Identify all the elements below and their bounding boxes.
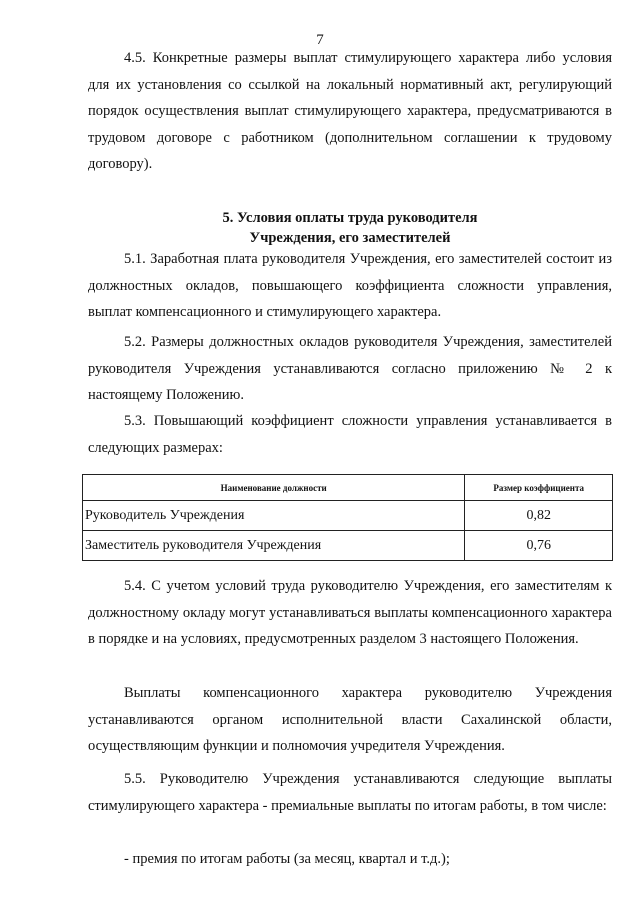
table-row <box>83 531 613 561</box>
section-5-heading <box>88 208 612 248</box>
table-header-position: Наименование должности <box>83 475 465 501</box>
coefficient-table <box>82 474 613 561</box>
page-number: 7 <box>316 32 324 48</box>
table-cell-coefficient: 0,82 <box>465 501 613 531</box>
section-5-heading-line-2: Учреждения, его заместителей <box>249 230 451 246</box>
paragraph-5-2: 5.2. Размеры должностных окладов руководителя Учреждения, заместителей руководителя Учреждения устанавливаются согласно приложению № 2 к настоящему Положению. <box>88 334 612 403</box>
paragraph-5-4: 5.4. С учетом условий труда руководителю Учреждения, его заместителям к должностному окладу могут устанавливаться выплаты компенсационного характера в порядке и на условиях, предусмотренных разделом 3 настоящего Положения. <box>88 578 612 647</box>
table-cell-coefficient: 0,76 <box>465 531 613 561</box>
paragraph-4-5: 4.5. Конкретные размеры выплат стимулирующего характера либо условия для их установления со ссылкой на локальный нормативный акт, регулирующий порядок осуществления выплат стимулирующего характера, предусматриваются в трудовом договоре с работником (дополнительном соглашении к трудовому договору). <box>88 50 612 172</box>
paragraph-5-3: 5.3. Повышающий коэффициент сложности управления устанавливается в следующих размерах: <box>88 413 612 456</box>
paragraph-5-4-continued: Выплаты компенсационного характера руководителю Учреждения устанавливаются органом исполнительной власти Сахалинской области, осуществляющим функции и полномочия учредителя Учреждения. <box>88 685 612 754</box>
paragraph-5-5: 5.5. Руководителю Учреждения устанавливаются следующие выплаты стимулирующего характера - премиальные выплаты по итогам работы, в том числе: <box>88 771 612 814</box>
table-header-coefficient: Размер коэффициента <box>465 475 613 501</box>
section-5-heading-line-1: 5. Условия оплаты труда руководителя <box>222 210 478 226</box>
table-cell-position: Руководитель Учреждения <box>83 501 465 531</box>
table-row <box>83 501 613 531</box>
list-item: - премия по итогам работы (за месяц, квартал и т.д.); <box>124 851 450 867</box>
paragraph-5-1: 5.1. Заработная плата руководителя Учреждения, его заместителей состоит из должностных окладов, повышающего коэффициента сложности управления, выплат компенсационного и стимулирующего характера. <box>88 251 612 320</box>
table-cell-position: Заместитель руководителя Учреждения <box>83 531 465 561</box>
table-header-row <box>83 475 613 501</box>
